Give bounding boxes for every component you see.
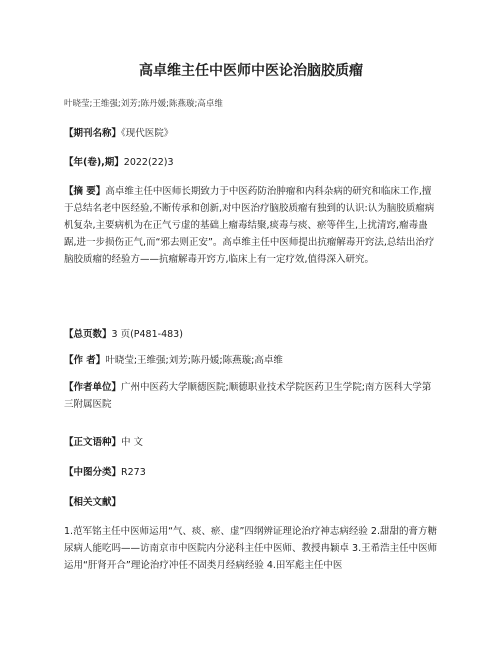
- document-title: 高卓维主任中医师中医论治脑胶质瘤: [139, 63, 363, 79]
- field-classification: [64, 464, 440, 481]
- field-author: [64, 352, 440, 369]
- field-label: 【作 者】: [64, 355, 106, 366]
- field-value: 广州中医药大学顺德医院;顺德职业技术学院医药卫生学院;南方医科大学第三附属医院: [64, 382, 432, 410]
- field-year-volume-issue: [64, 154, 440, 171]
- field-label: 【总页数】: [64, 329, 112, 340]
- references-list: 1.范军铭主任中医师运用“气、痰、瘀、虚”四纲辨证理论治疗神志病经验 2.甜甜的膏方糖尿病人能吃吗——访南京市中医院内分泌科主任中医师、教授冉颖卓 3.王希浩主任中医师运用“肝肾开合”理论治疗冲任不固类月经病经验 4.田军彪主任中医: [64, 526, 438, 571]
- field-value: 2022(22)3: [123, 157, 174, 168]
- field-value: 《现代医院》: [121, 128, 174, 139]
- field-label: 【中图分类】: [64, 467, 122, 478]
- field-label: 【摘 要】: [64, 186, 106, 197]
- field-related-literature: [64, 494, 440, 511]
- field-label: 【作者单位】: [64, 382, 122, 393]
- field-value: 中 文: [121, 437, 144, 448]
- field-language: [64, 434, 440, 451]
- field-total-pages: [64, 326, 440, 343]
- field-label: 【期刊名称】: [64, 128, 122, 139]
- field-value: R273: [121, 467, 146, 478]
- field-label: 【正文语种】: [64, 437, 122, 448]
- author-list: 叶晓莹;王维强;刘芳;陈丹媛;陈燕璇;高卓维: [64, 99, 223, 109]
- field-value: 高卓维主任中医师长期致力于中医药防治肿瘤和内科杂病的研究和临床工作,擅于总结名老中医经验,不断传承和创新,对中医治疗脑胶质瘤有独到的认识:认为脑胶质瘤病机复杂,主要病机为在正气亏虚的基础上瘤毒结聚,痰毒与痰、瘀等伴生,上扰清窍,瘤毒蛊踞,进一步损伤正气,而“邪去则正安”。高卓维主任中医师提出抗瘤解毒开窍法,总结出治疗脑胶质瘤的经验方——抗瘤解毒开窍方,临床上有一定疗效,值得深入研究。: [64, 186, 435, 265]
- field-label: 【相关文献】: [64, 497, 122, 508]
- field-abstract: [64, 183, 440, 268]
- field-value: 3 页(P481-483): [111, 329, 183, 340]
- field-value: 叶晓莹;王维强;刘芳;陈丹媛;陈燕璇;高卓维: [105, 355, 283, 366]
- field-author-affiliation: [64, 379, 440, 413]
- field-journal: [64, 125, 440, 142]
- field-label: 【年(卷),期】: [64, 157, 124, 168]
